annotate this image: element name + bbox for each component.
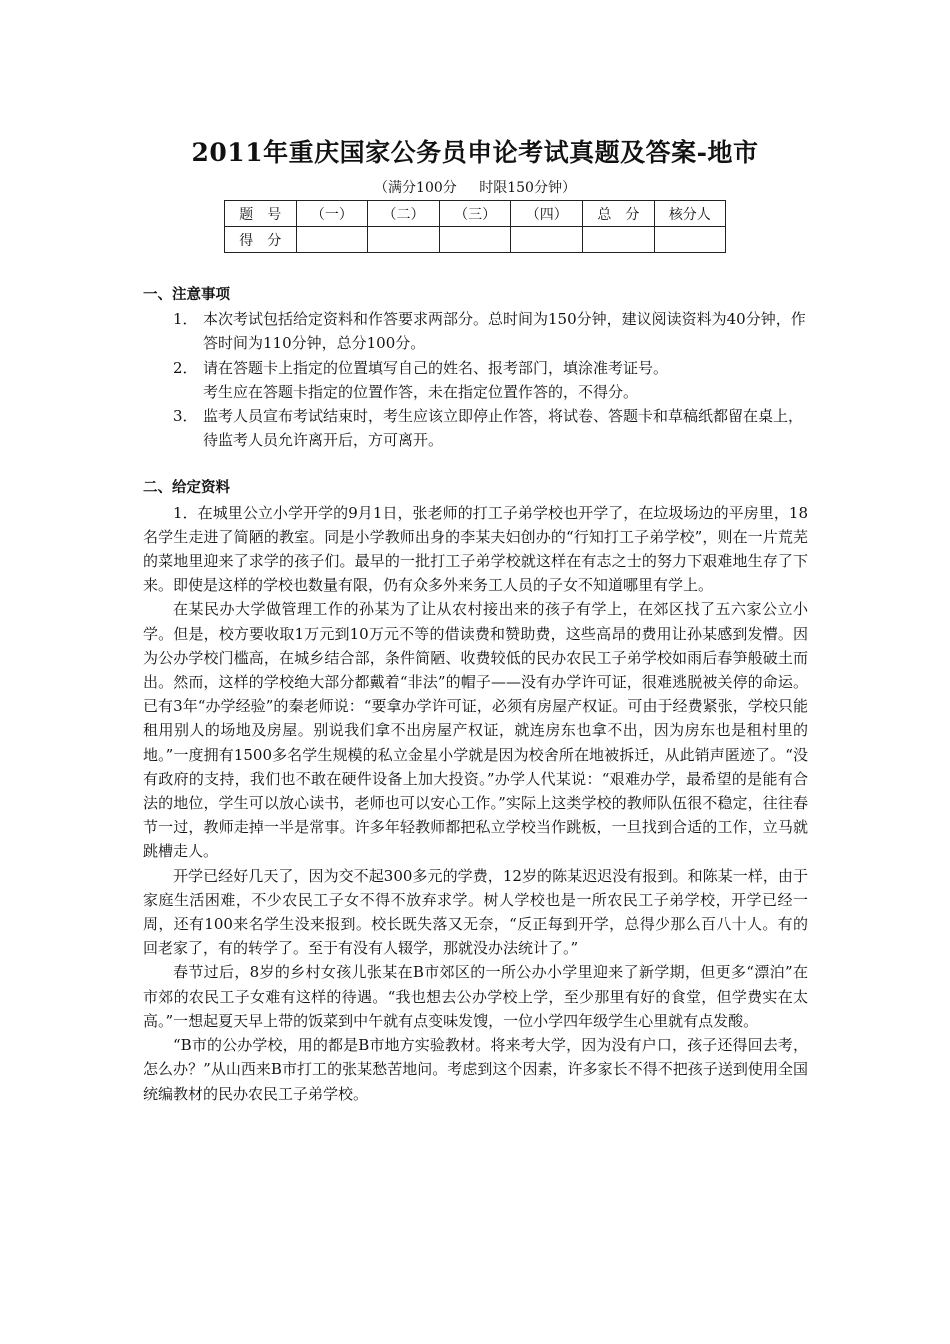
score-table-header-row (225, 201, 726, 227)
document-body (143, 283, 808, 1106)
score-table-header-cell: 题 号 (225, 201, 297, 227)
score-table-header-cell: （二） (368, 201, 440, 227)
score-table-header-cell: 总 分 (583, 201, 655, 227)
score-table-header-cell: 核分人 (654, 201, 725, 227)
notice-item-number: 3． (173, 407, 198, 426)
section-spacer (143, 452, 808, 476)
score-table-header-cell: （三） (439, 201, 511, 227)
section-heading-materials: 二、给定资料 (143, 480, 230, 497)
material-paragraph: 春节过后，8岁的乡村女孩儿张某在B市郊区的一所公办小学里迎来了新学期，但更多“漂泊”在市郊的农民工子女难有这样的待遇。“我也想去公办学校上学，至少那里有好的食堂，但学费实在太高。”一想起夏天早上带的饭菜到中午就有点变味发馊，一位小学四年级学生心里就有点发酸。 (143, 963, 808, 1030)
material-paragraph: 在某民办大学做管理工作的孙某为了让从农村接出来的孩子有学上，在郊区找了五六家公立小学。但是，校方要收取1万元到10万元不等的借读费和赞助费，这些高昂的费用让孙某感到发懵。因为公办学校门槛高，在城乡结合部，条件简陋、收费较低的民办农民工子弟学校如雨后春笋般破土而出。然而，这样的学校绝大部分都戴着“非法”的帽子——没有办学许可证，很难逃脱被关停的命运。已有3年“办学经验”的秦老师说：“要拿办学许可证，必须有房屋产权证。可由于经费紧张，学校只能租用别人的场地及房屋。别说我们拿不出房屋产权证，就连房东也拿不出，因为房东也是租村里的地。”一度拥有1500多名学生规模的私立金星小学就是因为校舍所在地被拆迁，从此销声匿迹了。“没有政府的支持，我们也不敢在硬件设备上加大投资。”办学人代某说：“艰难办学，最希望的是能有合法的地位，学生可以放心读书，老师也可以安心工作。”实际上这类学校的教师队伍很不稳定，往往春节一过，教师走掉一半是常事。许多年轻教师都把私立学校当作跳板，一旦找到合适的工作，立马就跳槽走人。 (143, 600, 808, 861)
page-title: 2011年重庆国家公务员申论考试真题及答案-地市 (191, 138, 759, 167)
score-cell (511, 227, 583, 253)
notice-item-continuation: 考生应在答题卡指定的位置作答，未在指定位置作答的，不得分。 (203, 382, 639, 401)
notice-item (143, 404, 808, 452)
score-cell (439, 227, 511, 253)
exam-subtitle: （满分100分 时限150分钟） (374, 180, 576, 196)
notice-item-number: 1． (173, 310, 198, 329)
score-cell (654, 227, 725, 253)
score-table-header-cell: （一） (296, 201, 368, 227)
material-paragraph: “B市的公办学校，用的都是B市地方实验教材。将来考大学，因为没有户口，孩子还得回去考，怎么办？”从山西来B市打工的张某愁苦地问。考虑到这个因素，许多家长不得不把孩子送到使用全国统编教材的民办农民工子弟学校。 (143, 1036, 808, 1103)
notice-item-text: 请在答题卡上指定的位置填写自己的姓名、报考部门，填涂准考证号。 (203, 358, 669, 377)
material-paragraph: 开学已经好几天了，因为交不起300多元的学费，12岁的陈某迟迟没有报到。和陈某一样，由于家庭生活困难，不少农民工子女不得不放弃求学。树人学校也是一所农民工子弟学校，开学已经一周，还有100来名学生没来报到。校长既失落又无奈，“反正每到开学，总得少那么百八十人。有的回老家了，有的转学了。至于有没有人辍学，那就没办法统计了。” (143, 866, 808, 958)
material-paragraph: 1．在城里公立小学开学的9月1日，张老师的打工子弟学校也开学了，在垃圾场边的平房里，18名学生走进了简陋的教室。同是小学教师出身的李某夫妇创办的“行知打工子弟学校”，则在一片荒芜的菜地里迎来了求学的孩子们。最早的一批打工子弟学校就这样在有志之士的努力下艰难地生存了下来。即使是这样的学校也数量有限，仍有众多外来务工人员的子女不知道哪里有学上。 (143, 503, 808, 595)
notice-item-number: 2． (173, 358, 198, 377)
score-table (224, 200, 726, 253)
score-table-header-cell: （四） (511, 201, 583, 227)
score-cell (583, 227, 655, 253)
notice-item (143, 307, 808, 355)
score-cell (368, 227, 440, 253)
notice-item-text: 本次考试包括给定资料和作答要求两部分。总时间为150分钟，建议阅读资料为40分钟，作答时间为110分钟，总分100分。 (203, 310, 806, 353)
score-cell (296, 227, 368, 253)
section-heading-notice: 一、注意事项 (143, 287, 230, 303)
score-row-label: 得 分 (225, 227, 297, 253)
notice-item-text: 监考人员宣布考试结束时，考生应该立即停止作答，将试卷、答题卡和草稿纸都留在桌上，待监考人员允许离开后，方可离开。 (203, 407, 804, 450)
score-table-score-row (225, 227, 726, 253)
notice-item (143, 356, 808, 380)
